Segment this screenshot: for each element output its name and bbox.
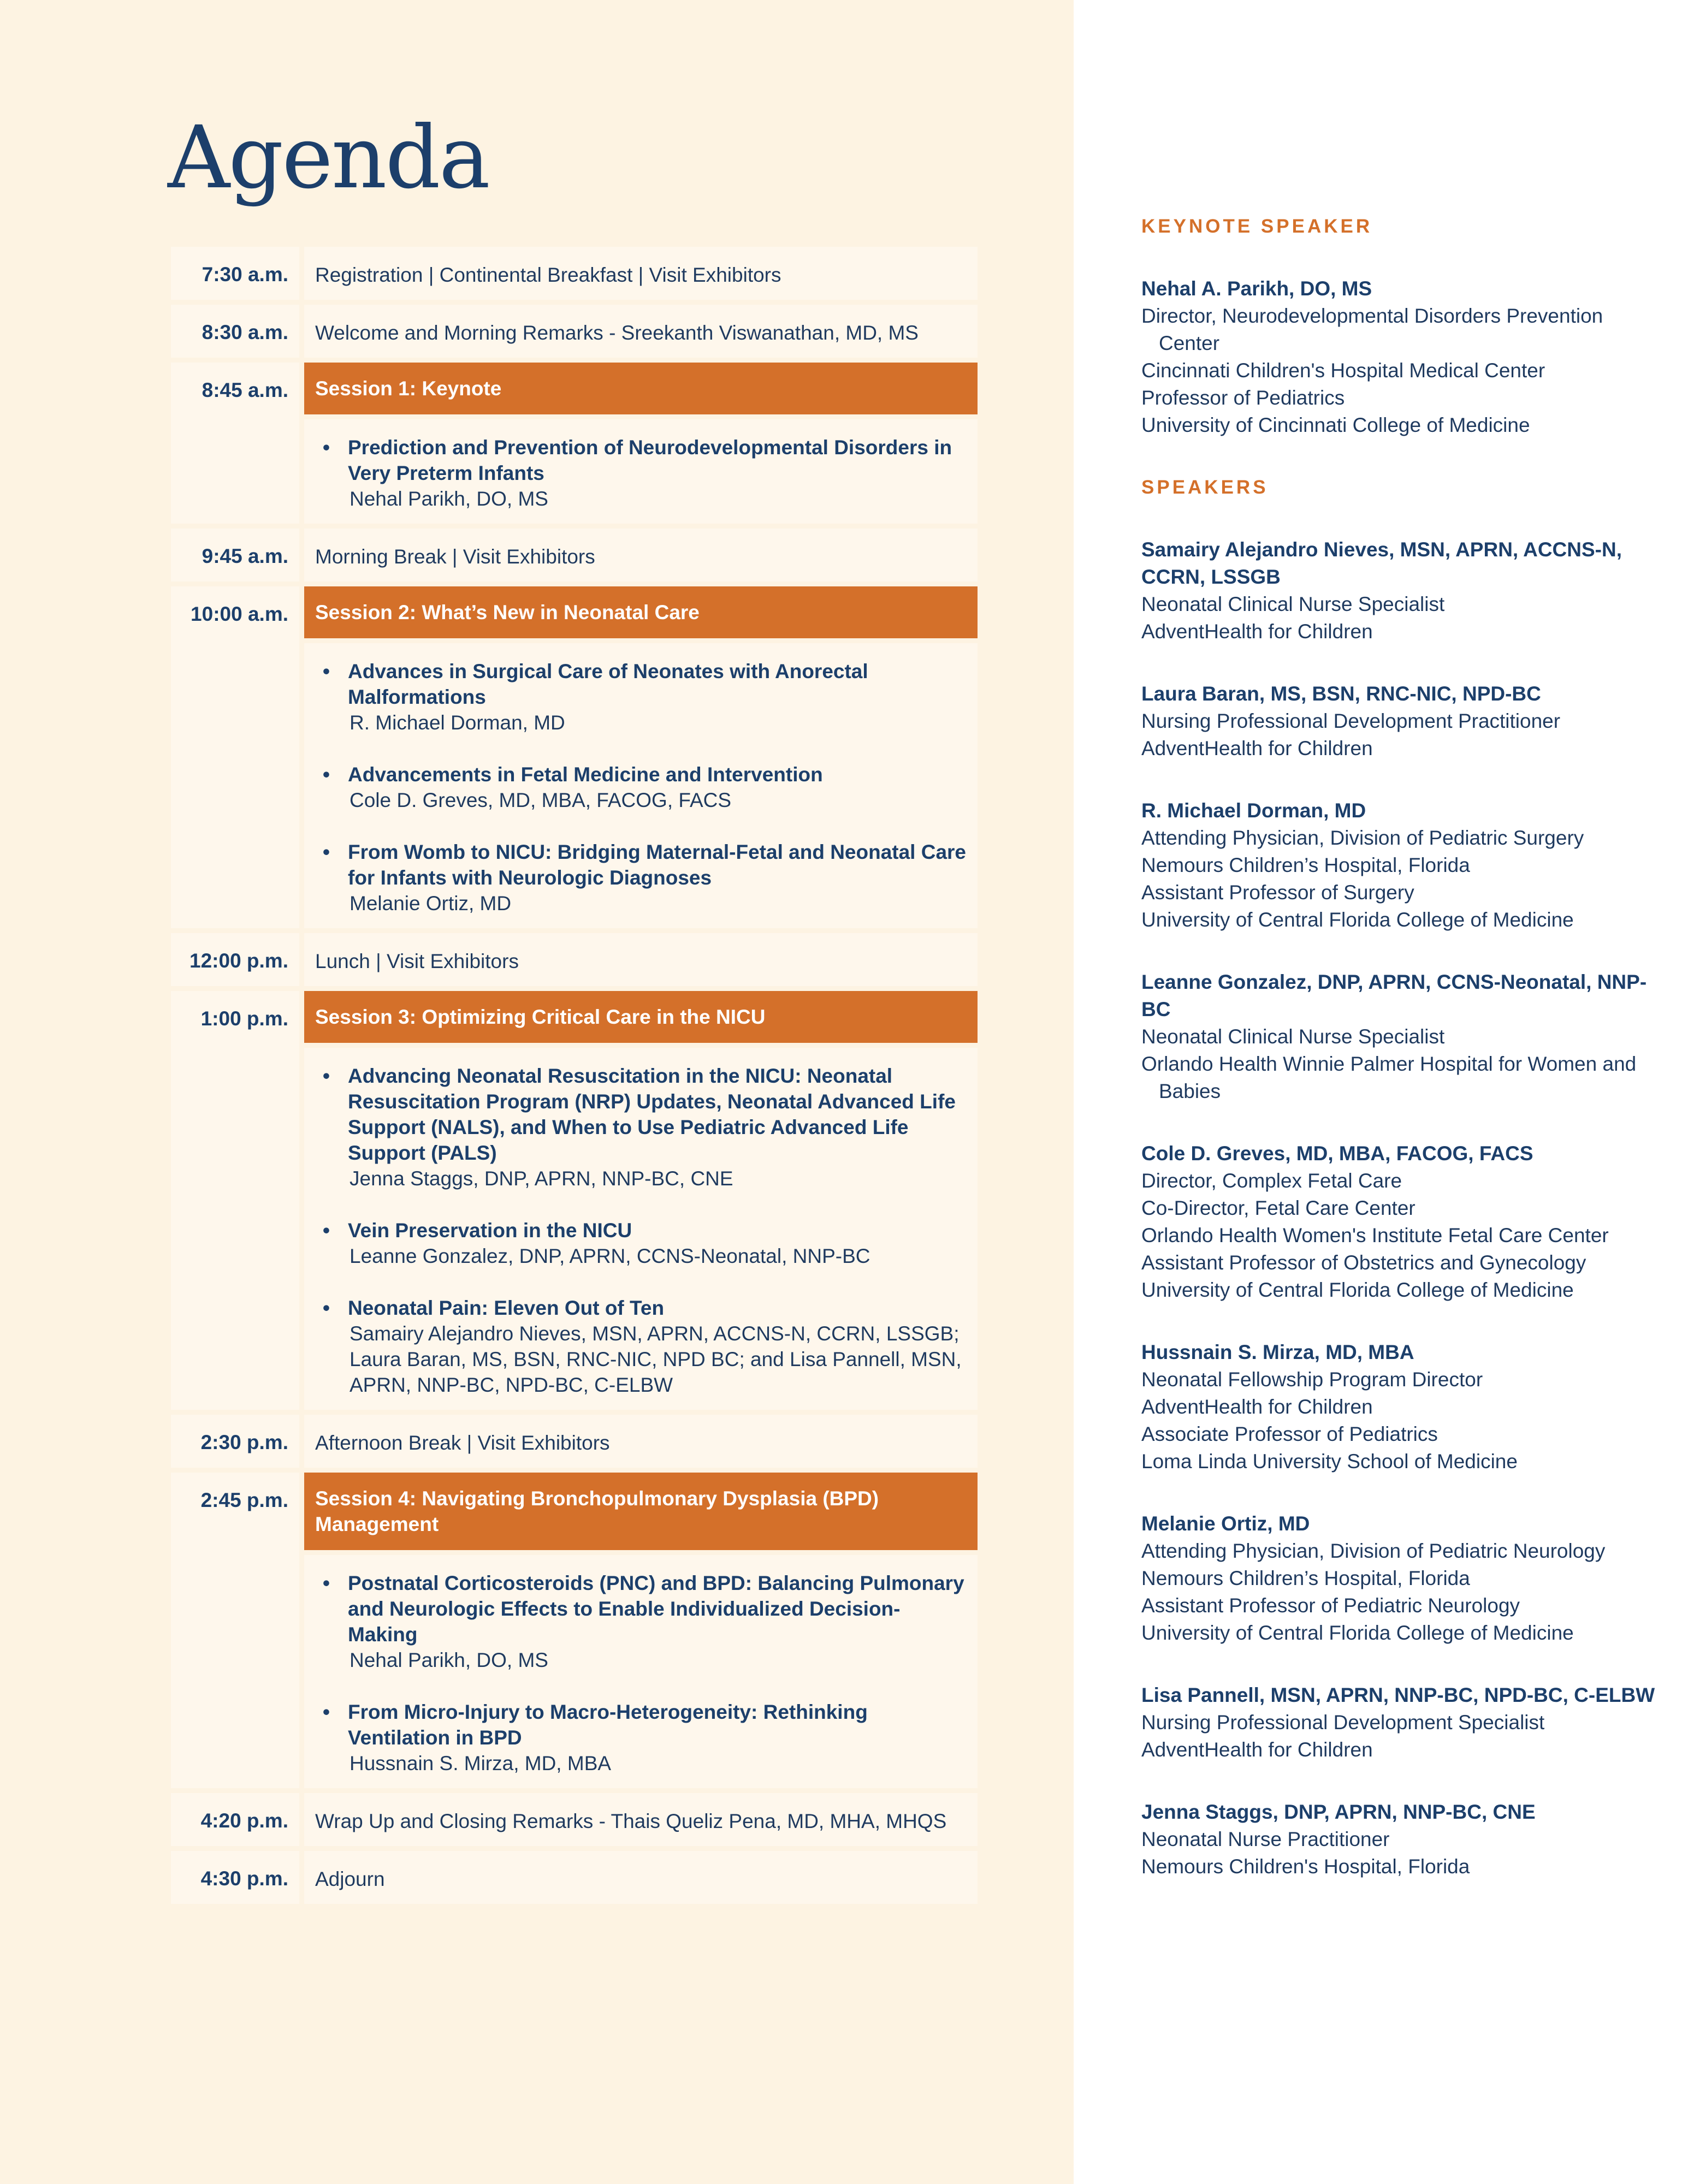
talk-title: • Postnatal Corticosteroids (PNC) and BPD: Balancing Pulmonary and Neurologic Effects to Enable Individualized Decision-Making — [315, 1570, 967, 1647]
speaker-name: Jenna Staggs, DNP, APRN, NNP-BC, CNE — [1141, 1801, 1536, 1823]
speaker-entry — [1141, 1510, 1666, 1647]
talk-title: • Advances in Surgical Care of Neonates with Anorectal Malformations — [315, 658, 967, 710]
agenda-row — [171, 305, 978, 358]
talk-title: • Advancing Neonatal Resuscitation in the NICU: Neonatal Resuscitation Program (NRP) Updates, Neonatal Advanced Life Support (NALS), and When to Use Pediatric Advanced Life Support (PALS) — [315, 1063, 967, 1166]
speaker-detail-line: Assistant Professor of Surgery — [1141, 881, 1414, 904]
talk-speaker: Nehal Parikh, DO, MS — [350, 488, 548, 510]
speaker-detail-line: Attending Physician, Division of Pediatric Surgery — [1141, 827, 1584, 849]
talk-title: • Advancements in Fetal Medicine and Intervention — [315, 762, 967, 787]
speaker-detail-line: Nursing Professional Development Specialist — [1141, 1711, 1545, 1734]
agenda-row — [171, 933, 978, 986]
speaker-entry — [1141, 969, 1666, 1105]
session-row — [171, 363, 978, 414]
speaker-name: Leanne Gonzalez, DNP, APRN, CCNS-Neonatal, NNP-BC — [1141, 971, 1647, 1020]
agenda-item-text: Lunch | Visit Exhibitors — [299, 933, 978, 986]
speaker-detail-line: Assistant Professor of Pediatric Neurology — [1141, 1594, 1520, 1617]
talk-item — [315, 1218, 967, 1269]
speaker-detail-line: Nemours Children’s Hospital, Florida — [1141, 1567, 1470, 1589]
speaker-detail-line: Assistant Professor of Obstetrics and Gynecology — [1141, 1251, 1586, 1274]
agenda-row — [171, 1793, 978, 1846]
speaker-name: Laura Baran, MS, BSN, RNC-NIC, NPD-BC — [1141, 682, 1541, 705]
talk-speaker: Melanie Ortiz, MD — [350, 892, 512, 915]
speaker-detail-line: Cincinnati Children's Hospital Medical Center — [1141, 359, 1545, 382]
speaker-detail-line: Neonatal Clinical Nurse Specialist — [1141, 1025, 1445, 1048]
agenda-time: 8:45 a.m. — [171, 363, 299, 524]
speaker-detail-line: AdventHealth for Children — [1141, 1396, 1373, 1418]
speaker-detail-line: University of Central Florida College of Medicine — [1141, 1279, 1574, 1301]
agenda-table — [171, 242, 978, 1909]
session-row — [171, 991, 978, 1043]
speakers-panel — [1141, 213, 1666, 1915]
talk-speaker: Cole D. Greves, MD, MBA, FACOG, FACS — [350, 789, 732, 811]
session-row — [171, 586, 978, 638]
talk-item — [315, 1699, 967, 1776]
agenda-time: 2:45 p.m. — [171, 1473, 299, 1788]
speaker-entry — [1141, 1799, 1666, 1880]
session-talks — [299, 419, 978, 524]
agenda-row — [171, 1851, 978, 1904]
agenda-row — [171, 247, 978, 300]
speaker-entry — [1141, 1140, 1666, 1304]
speaker-name: Melanie Ortiz, MD — [1141, 1512, 1310, 1535]
keynote-speaker — [1141, 275, 1666, 439]
talk-item — [315, 435, 967, 512]
agenda-time: 12:00 p.m. — [171, 933, 299, 986]
talk-speaker: R. Michael Dorman, MD — [350, 711, 565, 734]
talk-title: • From Micro-Injury to Macro-Heterogeneity: Rethinking Ventilation in BPD — [315, 1699, 967, 1750]
session-talks — [299, 643, 978, 928]
speaker-name: Cole D. Greves, MD, MBA, FACOG, FACS — [1141, 1142, 1533, 1165]
speaker-detail-line: Orlando Health Winnie Palmer Hospital for Women and Babies — [1141, 1053, 1637, 1102]
session-talks — [299, 1555, 978, 1788]
agenda-time: 7:30 a.m. — [171, 247, 299, 300]
talk-item — [315, 1570, 967, 1673]
agenda-item-text: Adjourn — [299, 1851, 978, 1904]
speaker-detail-line: Attending Physician, Division of Pediatric Neurology — [1141, 1540, 1606, 1562]
talk-speaker: Leanne Gonzalez, DNP, APRN, CCNS-Neonatal, NNP-BC — [350, 1245, 870, 1267]
agenda-item-text: Morning Break | Visit Exhibitors — [299, 529, 978, 581]
speaker-entry — [1141, 1682, 1666, 1764]
agenda-item-text: Afternoon Break | Visit Exhibitors — [299, 1415, 978, 1468]
agenda-time: 9:45 a.m. — [171, 529, 299, 581]
talk-title: • From Womb to NICU: Bridging Maternal-Fetal and Neonatal Care for Infants with Neurologic Diagnoses — [315, 839, 967, 891]
talk-item — [315, 658, 967, 735]
agenda-time: 10:00 a.m. — [171, 586, 299, 928]
agenda-item-text: Wrap Up and Closing Remarks - Thais Queliz Pena, MD, MHA, MHQS — [299, 1793, 978, 1846]
speaker-detail-line: AdventHealth for Children — [1141, 1738, 1373, 1761]
talk-speaker: Nehal Parikh, DO, MS — [350, 1649, 548, 1671]
agenda-item-text: Welcome and Morning Remarks - Sreekanth Viswanathan, MD, MS — [299, 305, 978, 358]
keynote-speaker-details — [1141, 302, 1666, 439]
session-talks — [299, 1048, 978, 1410]
speaker-name: Samairy Alejandro Nieves, MSN, APRN, ACCNS-N, CCRN, LSSGB — [1141, 538, 1622, 588]
speakers-heading: SPEAKERS — [1141, 477, 1269, 498]
talk-title: • Vein Preservation in the NICU — [315, 1218, 967, 1243]
session-row — [171, 1473, 978, 1550]
talk-title: • Neonatal Pain: Eleven Out of Ten — [315, 1295, 967, 1321]
speaker-detail-line: Associate Professor of Pediatrics — [1141, 1423, 1438, 1445]
agenda-time: 2:30 p.m. — [171, 1415, 299, 1468]
speaker-detail-line: Neonatal Clinical Nurse Specialist — [1141, 593, 1445, 615]
session-title: Session 4: Navigating Bronchopulmonary Dysplasia (BPD) Management — [299, 1473, 978, 1550]
speaker-detail-line: Professor of Pediatrics — [1141, 387, 1345, 409]
speaker-name: Lisa Pannell, MSN, APRN, NNP-BC, NPD-BC, C-ELBW — [1141, 1684, 1655, 1706]
speaker-name: R. Michael Dorman, MD — [1141, 799, 1366, 822]
speaker-detail-line: Nemours Children's Hospital, Florida — [1141, 1855, 1470, 1878]
talk-item — [315, 762, 967, 813]
speaker-detail-line: University of Central Florida College of Medicine — [1141, 1622, 1574, 1644]
session-title: Session 2: What’s New in Neonatal Care — [299, 586, 978, 638]
speaker-entry — [1141, 1339, 1666, 1475]
agenda-row — [171, 529, 978, 581]
speaker-detail-line: AdventHealth for Children — [1141, 620, 1373, 643]
agenda-time: 4:20 p.m. — [171, 1793, 299, 1846]
speaker-detail-line: Director, Neurodevelopmental Disorders Prevention Center — [1141, 305, 1603, 354]
agenda-time: 8:30 a.m. — [171, 305, 299, 358]
agenda-time: 4:30 p.m. — [171, 1851, 299, 1904]
speaker-name: Hussnain S. Mirza, MD, MBA — [1141, 1341, 1414, 1363]
speaker-detail-line: Nursing Professional Development Practitioner — [1141, 710, 1561, 732]
page-title: Agenda — [168, 108, 489, 208]
talk-speaker: Hussnain S. Mirza, MD, MBA — [350, 1752, 612, 1775]
keynote-heading: KEYNOTE SPEAKER — [1141, 216, 1373, 237]
talk-speaker: Samairy Alejandro Nieves, MSN, APRN, ACCNS-N, CCRN, LSSGB; Laura Baran, MS, BSN, RNC-NIC, NPD BC; and Lisa Pannell, MSN, APRN, NNP-BC, NPD-BC, C-ELBW — [350, 1322, 962, 1396]
talk-item — [315, 839, 967, 916]
speaker-detail-line: Loma Linda University School of Medicine — [1141, 1450, 1518, 1473]
talk-item — [315, 1295, 967, 1398]
speaker-detail-line: Co-Director, Fetal Care Center — [1141, 1197, 1415, 1219]
talk-item — [315, 1063, 967, 1191]
speaker-detail-line: University of Cincinnati College of Medicine — [1141, 414, 1530, 436]
session-title: Session 3: Optimizing Critical Care in the NICU — [299, 991, 978, 1043]
speaker-detail-line: Neonatal Fellowship Program Director — [1141, 1368, 1483, 1391]
agenda-item-text: Registration | Continental Breakfast | Visit Exhibitors — [299, 247, 978, 300]
session-title: Session 1: Keynote — [299, 363, 978, 414]
speaker-detail-line: Nemours Children’s Hospital, Florida — [1141, 854, 1470, 876]
speaker-entry — [1141, 797, 1666, 934]
keynote-speaker-name: Nehal A. Parikh, DO, MS — [1141, 277, 1372, 300]
speaker-entry — [1141, 536, 1666, 645]
agenda-row — [171, 1415, 978, 1468]
talk-title: • Prediction and Prevention of Neurodevelopmental Disorders in Very Preterm Infants — [315, 435, 967, 486]
speaker-list — [1141, 536, 1666, 1880]
speaker-detail-line: University of Central Florida College of Medicine — [1141, 909, 1574, 931]
talk-speaker: Jenna Staggs, DNP, APRN, NNP-BC, CNE — [350, 1167, 733, 1190]
agenda-time: 1:00 p.m. — [171, 991, 299, 1410]
speaker-detail-line: Neonatal Nurse Practitioner — [1141, 1828, 1390, 1850]
speaker-detail-line: Orlando Health Women's Institute Fetal Care Center — [1141, 1224, 1609, 1247]
speaker-entry — [1141, 680, 1666, 762]
speaker-detail-line: Director, Complex Fetal Care — [1141, 1170, 1402, 1192]
speaker-detail-line: AdventHealth for Children — [1141, 737, 1373, 759]
